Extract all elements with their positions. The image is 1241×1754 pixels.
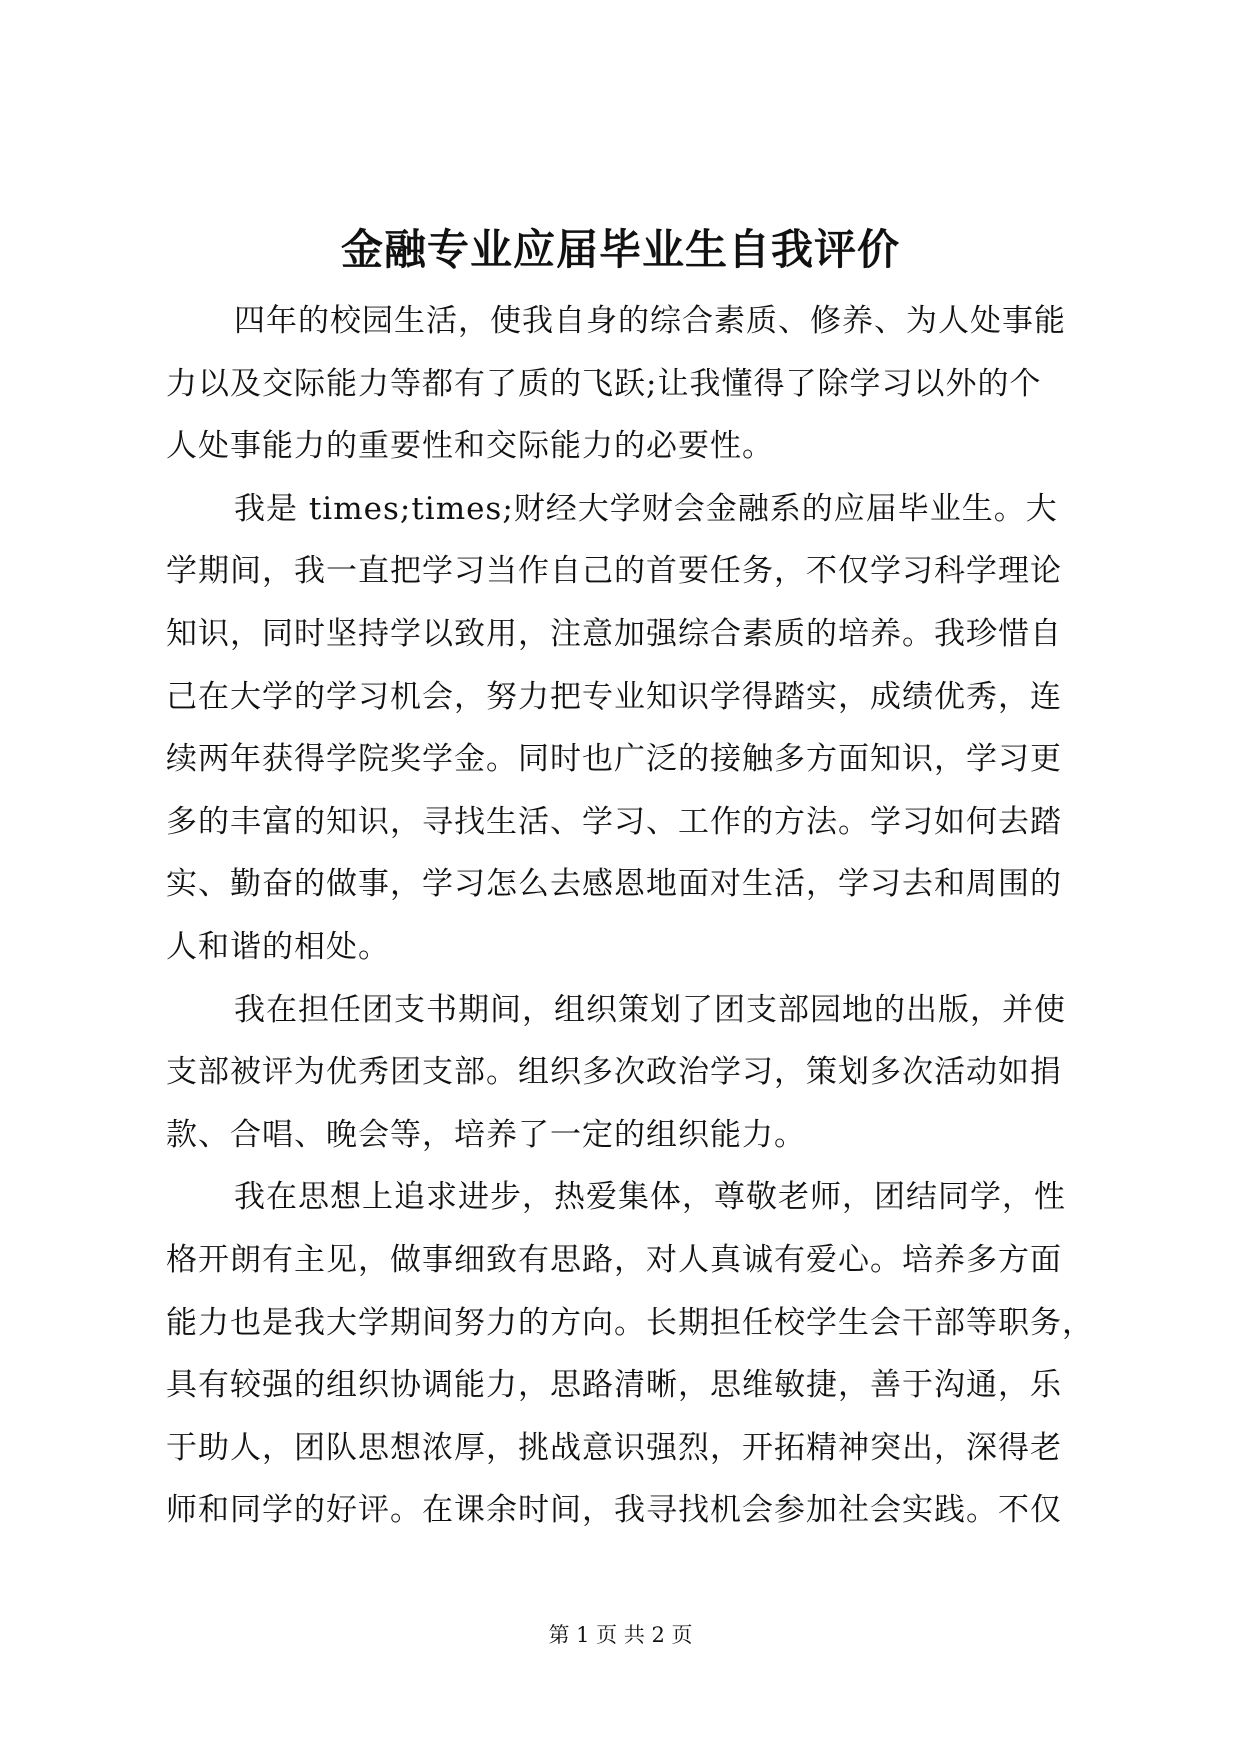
paragraph-2-line-2: 学期间，我一直把学习当作自己的首要任务，不仅学习科学理论: [166, 553, 1062, 590]
paragraph-1-line-3: 人处事能力的重要性和交际能力的必要性。: [166, 428, 774, 465]
paragraph-3-line-2: 支部被评为优秀团支部。组织多次政治学习，策划多次活动如捐: [166, 1054, 1062, 1091]
paragraph-2-line-1: 我是 times;times;财经大学财会金融系的应届毕业生。大: [234, 490, 1058, 527]
paragraph-2-line-7: 实、勤奋的做事，学习怎么去感恩地面对生活，学习去和周围的: [166, 866, 1062, 903]
paragraph-2-line-3: 知识，同时坚持学以致用，注意加强综合素质的培养。我珍惜自: [166, 615, 1062, 652]
paragraph-4-line-3: 能力也是我大学期间努力的方向。长期担任校学生会干部等职务，: [166, 1304, 1094, 1341]
paragraph-2-line-4: 己在大学的学习机会，努力把专业知识学得踏实，成绩优秀，连: [166, 678, 1062, 715]
paragraph-4-line-5: 于助人，团队思想浓厚，挑战意识强烈，开拓精神突出，深得老: [166, 1429, 1062, 1466]
paragraph-4-line-4: 具有较强的组织协调能力，思路清晰，思维敏捷，善于沟通，乐: [166, 1367, 1062, 1404]
paragraph-4-line-6: 师和同学的好评。在课余时间，我寻找机会参加社会实践。不仅: [166, 1492, 1062, 1529]
paragraph-4-line-1: 我在思想上追求进步，热爱集体，尊敬老师，团结同学，性: [234, 1179, 1066, 1216]
paragraph-3-line-3: 款、合唱、晚会等，培养了一定的组织能力。: [166, 1116, 806, 1153]
paragraph-1-line-2: 力以及交际能力等都有了质的飞跃;让我懂得了除学习以外的个: [166, 365, 1042, 402]
page-footer: 第 1 页 共 2 页: [548, 1623, 693, 1647]
paragraph-1-line-1: 四年的校园生活，使我自身的综合素质、修养、为人处事能: [234, 303, 1066, 339]
paragraph-2-line-5: 续两年获得学院奖学金。同时也广泛的接触多方面知识，学习更: [166, 741, 1062, 778]
paragraph-3-line-1: 我在担任团支书期间，组织策划了团支部园地的出版，并使: [234, 991, 1066, 1028]
document-title: 金融专业应届毕业生自我评价: [340, 225, 900, 274]
document-body: [166, 290, 1094, 1542]
paragraph-2-line-8: 人和谐的相处。: [166, 928, 390, 965]
paragraph-2-line-6: 多的丰富的知识，寻找生活、学习、工作的方法。学习如何去踏: [166, 803, 1062, 840]
paragraph-4-line-2: 格开朗有主见，做事细致有思路，对人真诚有爱心。培养多方面: [166, 1241, 1062, 1278]
